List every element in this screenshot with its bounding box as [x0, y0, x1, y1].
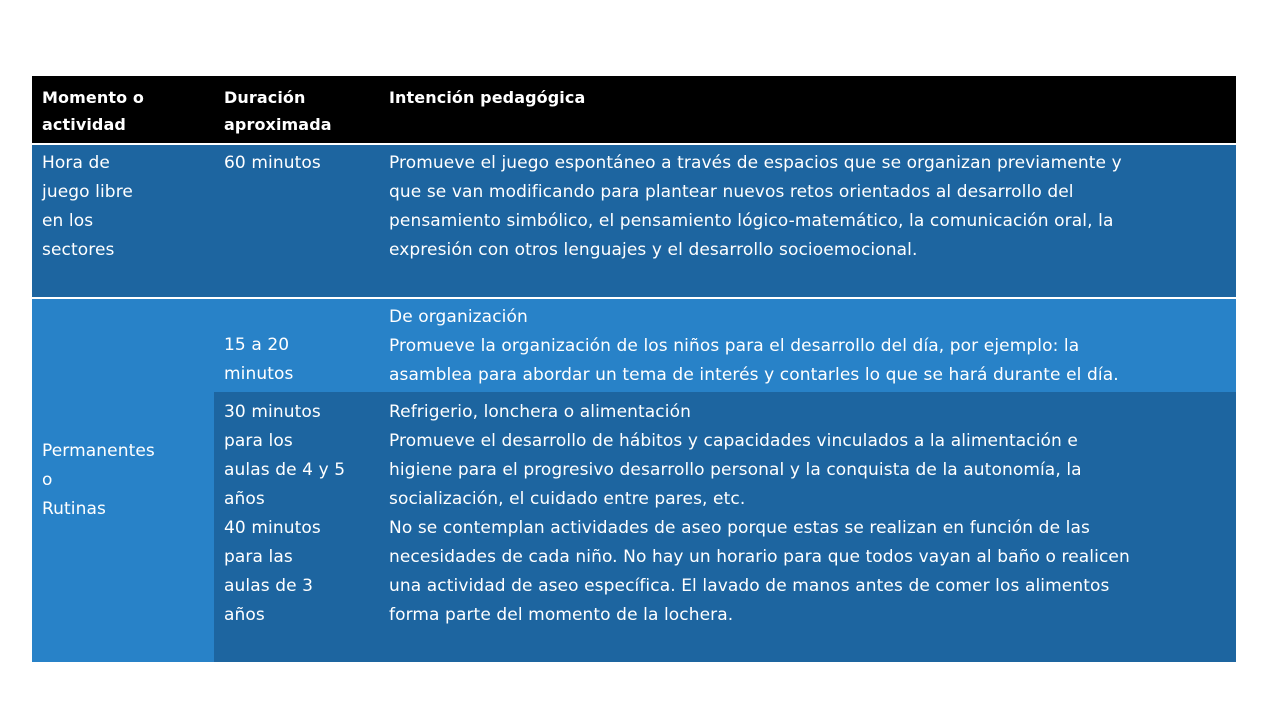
row2-sub1-duration-line: minutos: [224, 364, 294, 384]
header-momento: [32, 76, 214, 143]
row2-sub1-intention-line: Promueve la organización de los niños para el desarrollo del día, por ejemplo: la: [389, 336, 1080, 356]
row2-sub2-title: Refrigerio, lonchera o alimentación: [389, 402, 691, 422]
row1-intention-line: pensamiento simbólico, el pensamiento lógico-matemático, la comunicación oral, la: [389, 211, 1114, 231]
row2-sub1-intention: [389, 299, 1236, 392]
row2-sub2-duration-line: aulas de 4 y 5: [224, 460, 346, 480]
header-intencion: [389, 76, 1236, 143]
row2-sub2-intention-line: necesidades de cada niño. No hay un horario para que todos vayan al baño o realicen: [389, 547, 1130, 567]
header-intencion-line: Intención pedagógica: [389, 88, 586, 107]
row2-sub1-duration: [214, 299, 389, 392]
row1-duration: [214, 145, 389, 297]
row2-sub2-duration-line: años: [224, 489, 265, 509]
row2-sub2-intention: [389, 392, 1236, 662]
row2-sub2-duration-line: aulas de 3: [224, 576, 314, 596]
row2-sub1-duration-line: 15 a 20: [224, 335, 290, 355]
row2-sub1-title: De organización: [389, 307, 528, 327]
row1-activity-line: sectores: [42, 240, 115, 260]
row1-activity: [32, 145, 214, 297]
row2-sub2-intention-line: Promueve el desarrollo de hábitos y capacidades vinculados a la alimentación e: [389, 431, 1078, 451]
header-momento-line: actividad: [42, 115, 126, 134]
row1-activity-line: en los: [42, 211, 94, 231]
row2-sub2-duration-line: años: [224, 605, 265, 625]
header-momento-line: Momento o: [42, 88, 144, 107]
row2-sub2-intention-line: una actividad de aseo específica. El lavado de manos antes de comer los alimentos: [389, 576, 1110, 596]
row2-sub2-intention-line: forma parte del momento de la lochera.: [389, 605, 734, 625]
header-duracion-line: aproximada: [224, 115, 332, 134]
row2-activity-line: o: [42, 470, 53, 490]
row2-sub2-intention-line: higiene para el progresivo desarrollo personal y la conquista de la autonomía, la: [389, 460, 1082, 480]
row1-duration-text: 60 minutos: [224, 153, 321, 173]
row2-sub2-duration-line: 40 minutos: [224, 518, 321, 538]
header-duracion: [214, 76, 389, 143]
row2-sub1-intention-line: asamblea para abordar un tema de interés y contarles lo que se hará durante el día.: [389, 365, 1119, 385]
row1-intention-line: que se van modificando para plantear nuevos retos orientados al desarrollo del: [389, 182, 1074, 202]
row2-sub2-duration-line: para las: [224, 547, 293, 567]
row1-activity-line: juego libre: [42, 182, 133, 202]
row2-activity: [32, 299, 214, 662]
row1-intention: [389, 145, 1236, 297]
row2-sub2-duration-line: 30 minutos: [224, 402, 321, 422]
row2-activity-line: Permanentes: [42, 441, 155, 461]
row2-sub2-intention-line: socialización, el cuidado entre pares, etc.: [389, 489, 746, 509]
row1-intention-line: Promueve el juego espontáneo a través de espacios que se organizan previamente y: [389, 153, 1122, 173]
row2-activity-line: Rutinas: [42, 499, 106, 519]
row2-sub2-duration-line: para los: [224, 431, 293, 451]
row2-sub2-intention-line: No se contemplan actividades de aseo porque estas se realizan en función de las: [389, 518, 1090, 538]
activity-table: [32, 76, 1236, 662]
row2-sub2-duration: [214, 392, 389, 662]
row1-intention-line: expresión con otros lenguajes y el desarrollo socioemocional.: [389, 240, 918, 260]
row1-activity-line: Hora de: [42, 153, 110, 173]
header-duracion-line: Duración: [224, 88, 306, 107]
